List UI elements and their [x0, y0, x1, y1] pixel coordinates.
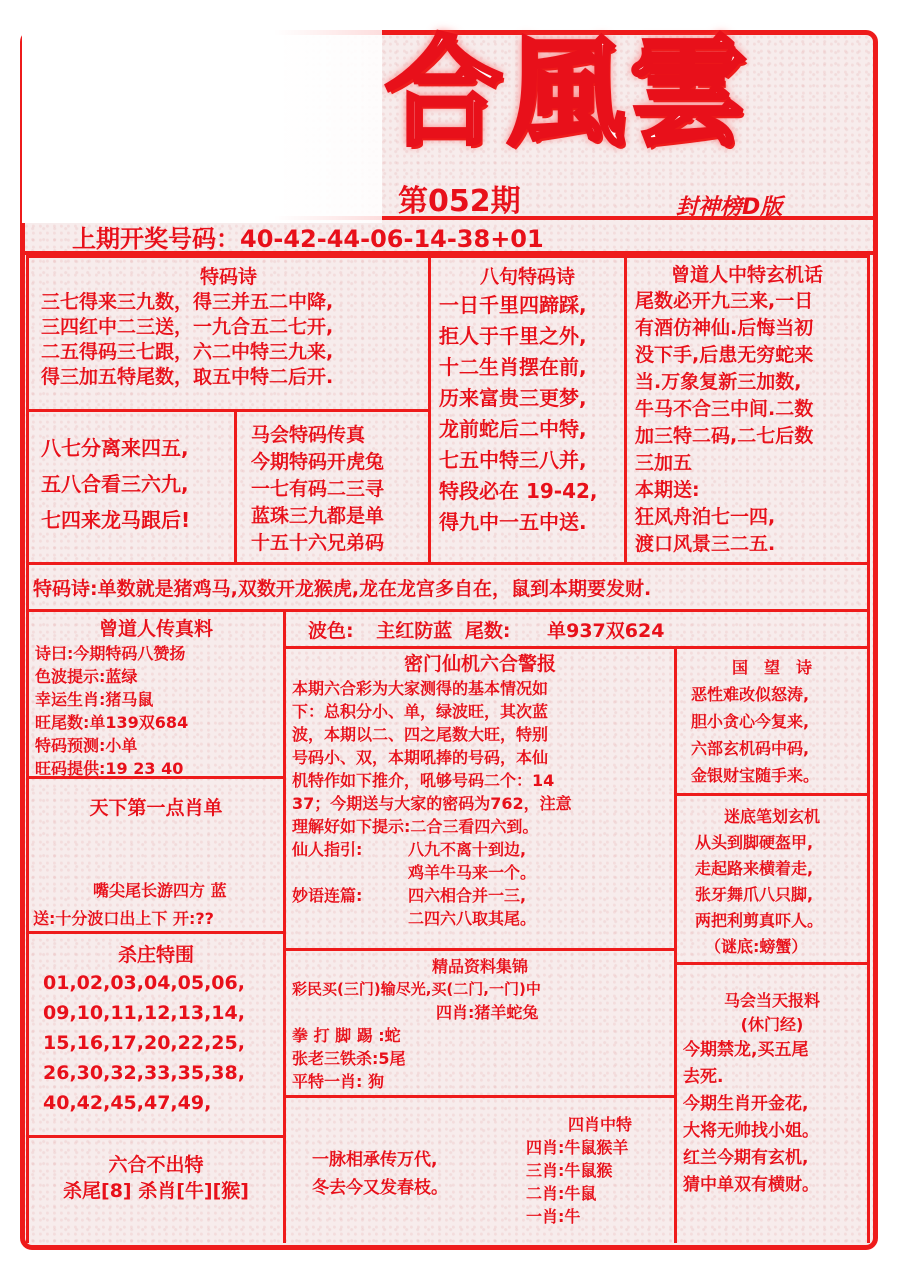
poem-line: 得九中一五中送. — [439, 510, 587, 534]
tail-value: 单937双624 — [547, 620, 665, 642]
text-line: 红兰今期有玄机, — [683, 1148, 809, 1168]
first-zodiac-line2: 送:十分波口出上下 开:?? — [33, 909, 214, 928]
riddle-answer: （谜底:螃蟹） — [705, 937, 808, 956]
text-line: 张牙舞爪八只脚, — [695, 885, 814, 904]
last-draw-label: 上期开奖号码： — [72, 225, 240, 253]
secret-gate-title: 密门仙机六合警报 — [403, 653, 556, 675]
number-line: 26,30,32,33,35,38, — [43, 1062, 245, 1084]
no-special-box — [26, 1135, 286, 1243]
text-line: 尾数必开九三来,一日 — [635, 290, 814, 312]
number-line: 09,10,11,12,13,14, — [43, 1002, 245, 1024]
mahui-fax-box — [234, 409, 431, 565]
eight-seven-box — [26, 409, 237, 565]
text-line: 两把利剪真吓人。 — [695, 911, 824, 930]
secret-gate-box — [283, 646, 677, 951]
text-line: 二四六八取其尾。 — [408, 909, 537, 928]
lineage-box — [283, 1095, 677, 1243]
text-line: 胆小贪心今复来, — [691, 712, 810, 731]
banner-poem-box — [26, 562, 870, 612]
text-line: 冬去今又发春枝。 — [312, 1178, 448, 1198]
text-line: 十五十六兄弟码 — [251, 532, 385, 554]
mahui-today-box — [674, 962, 870, 1243]
logo-blank-area — [22, 28, 382, 223]
poem-line: 二五得码三七跟，六二中特三九来, — [41, 341, 334, 363]
text-line: 牛马不合三中间.二数 — [635, 398, 814, 420]
number-line: 40,42,45,47,49, — [43, 1092, 212, 1114]
text-line: 一七有码二三寻 — [251, 478, 385, 500]
text-line: 幸运生肖:猪马鼠 — [35, 690, 154, 709]
text-line: 平特一肖: 狗 — [292, 1072, 384, 1091]
text-line: 今期禁龙,买五尾 — [683, 1040, 809, 1060]
text-line: 旺码提供:19 23 40 — [35, 759, 184, 778]
text-line: 下：总积分小、单，绿波旺，其次蓝 — [292, 702, 549, 721]
boutique-box — [283, 948, 677, 1098]
mahui-fax-title: 马会特码传真 — [251, 424, 366, 446]
text-line: 旺尾数:单139双684 — [35, 713, 189, 732]
no-special-line: 杀尾[8] 杀肖[牛][猴] — [63, 1180, 249, 1202]
text-line: 加三特二码,二七后数 — [635, 425, 814, 447]
text-line: 没下手,后患无穷蛇来 — [635, 344, 814, 366]
text-line: 今期特码开虎兔 — [251, 451, 385, 473]
kill-range-box — [26, 931, 286, 1138]
boutique-title: 精品资料集锦 — [431, 957, 528, 976]
eight-lines-box — [428, 255, 627, 565]
text-line: 号码小、双，本期吼捧的号码，本仙 — [292, 748, 549, 767]
text-line: 诗曰:今期特码八赞扬 — [35, 644, 186, 663]
text-line: 当.万象复新三加数, — [635, 371, 802, 393]
poem-line: 龙前蛇后二中特, — [439, 417, 587, 441]
zeng-fax-title: 曾道人传真料 — [98, 618, 213, 640]
text-line: 三加五 — [635, 452, 693, 474]
wave-bar — [283, 609, 870, 649]
last-draw — [72, 219, 544, 254]
guowang-box — [674, 646, 870, 796]
text-line: 四肖:猪羊蛇兔 — [436, 1003, 539, 1022]
four-zodiac-title: 四肖中特 — [568, 1115, 633, 1134]
text-line: 大将无帅找小姐。 — [683, 1121, 819, 1141]
text-line: 二肖:牛鼠 — [526, 1184, 597, 1203]
text-line: 四六相合并一三, — [408, 886, 527, 905]
guowang-title: 国 望 诗 — [731, 658, 812, 677]
text-line: 张老三铁杀:5尾 — [292, 1049, 406, 1068]
poem-line: 三四红中二三送，一九合五二七开, — [41, 316, 334, 338]
text-line: 猜中单双有横财。 — [683, 1175, 819, 1195]
tema-poem-title: 特码诗 — [199, 266, 257, 288]
poem-line: 一日千里四蹄踩, — [439, 293, 587, 317]
number-line: 15,16,17,20,22,25, — [43, 1032, 245, 1054]
poem-line: 拒人于千里之外, — [439, 324, 587, 348]
text-line: 狂风舟泊七一四, — [635, 506, 776, 528]
text-line: 从头到脚硬盔甲, — [695, 833, 814, 852]
kill-range-title: 杀庄特围 — [117, 944, 194, 966]
text-line: 八九不离十到边, — [408, 840, 527, 859]
last-draw-numbers: 40-42-44-06-14-38+01 — [240, 225, 544, 253]
poem-line: 七五中特三八并, — [439, 448, 587, 472]
text-line: 理解好如下提示:二合三看四六到。 — [292, 817, 539, 836]
text-line: 特码预测:小单 — [35, 736, 138, 755]
poem-line: 十二生肖摆在前, — [439, 355, 587, 379]
text-line: 一肖:牛 — [526, 1207, 581, 1226]
zeng-words-box — [624, 255, 870, 565]
text-line: 五八合看三六九, — [41, 472, 189, 496]
edition-label: 封神榜D版 — [676, 195, 783, 220]
poem-line: 得三加五特尾数，取五中特二后开. — [41, 366, 334, 388]
phrase-label: 妙语连篇: — [292, 886, 363, 905]
number-line: 01,02,03,04,05,06, — [43, 972, 245, 994]
text-line: 四肖:牛鼠猴羊 — [526, 1138, 629, 1157]
text-line: 有酒仿神仙.后悔当初 — [635, 317, 814, 339]
text-line: 波，本期以二、四之尾数大旺，特别 — [292, 725, 549, 744]
eight-lines-title: 八句特码诗 — [479, 266, 575, 288]
tema-poem-box — [26, 255, 431, 412]
text-line: 色波提示:蓝绿 — [35, 667, 138, 686]
first-zodiac-title: 天下第一点肖单 — [89, 797, 223, 819]
mahui-today-title: 马会当天报料 — [723, 991, 820, 1010]
text-line: 渡口风景三二五. — [635, 533, 776, 555]
poem-line: 历来富贵三更梦, — [439, 386, 587, 410]
text-line: 37；今期送与大家的密码为762，注意 — [292, 794, 572, 813]
no-special-title: 六合不出特 — [108, 1154, 204, 1176]
text-line: 七四来龙马跟后! — [41, 508, 191, 532]
text-line: 走起路来横着走, — [695, 859, 814, 878]
text-line: 今期生肖开金花, — [683, 1094, 809, 1114]
text-line: 恶性难改似怒涛, — [691, 685, 810, 704]
text-line: 机特作如下推介，吼够号码二个：14 — [292, 771, 555, 790]
poem-line: 特段必在 19-42, — [439, 479, 598, 503]
banner-poem: 特码诗:单数就是猪鸡马,双数开龙猴虎,龙在龙宫多自在，鼠到本期要发财. — [33, 578, 652, 600]
zeng-words-title: 曾道人中特玄机话 — [670, 264, 823, 286]
text-line: 鸡羊牛马来一个。 — [408, 863, 537, 882]
zeng-fax-box — [26, 609, 286, 779]
first-zodiac-line1: 嘴尖尾长游四方 蓝 — [93, 881, 227, 900]
text-line: 一脉相承传万代, — [312, 1150, 438, 1170]
poem-line: 三七得来三九数，得三并五二中降, — [41, 291, 334, 313]
wave-value: 主红防蓝 — [376, 620, 453, 642]
text-line: 去死. — [683, 1067, 724, 1087]
wave-label: 波色: — [308, 620, 354, 642]
first-zodiac-box — [26, 776, 286, 934]
text-line: 三肖:牛鼠猴 — [526, 1161, 613, 1180]
text-line: 蓝珠三九都是单 — [251, 505, 385, 527]
text-line: 本期六合彩为大家测得的基本情况如 — [292, 679, 549, 698]
text-line: 本期送: — [635, 479, 700, 501]
masthead-title: 合風雲 — [385, 23, 752, 162]
text-line: 拳 打 脚 踢 :蛇 — [292, 1026, 401, 1045]
tail-label: 尾数: — [464, 620, 511, 642]
text-line: 八七分离来四五, — [41, 436, 189, 460]
text-line: 金银财宝随手来。 — [691, 766, 820, 785]
issue-number: 第052期 — [398, 184, 521, 219]
riddle-title: 迷底笔划玄机 — [723, 807, 820, 826]
text-line: 彩民买(三门)输尽光,买(二门,一门)中 — [292, 980, 541, 998]
riddle-box — [674, 793, 870, 965]
guide-label: 仙人指引: — [292, 840, 363, 859]
mahui-today-subtitle: (休门经) — [740, 1015, 804, 1034]
text-line: 六部玄机码中码, — [691, 739, 810, 758]
